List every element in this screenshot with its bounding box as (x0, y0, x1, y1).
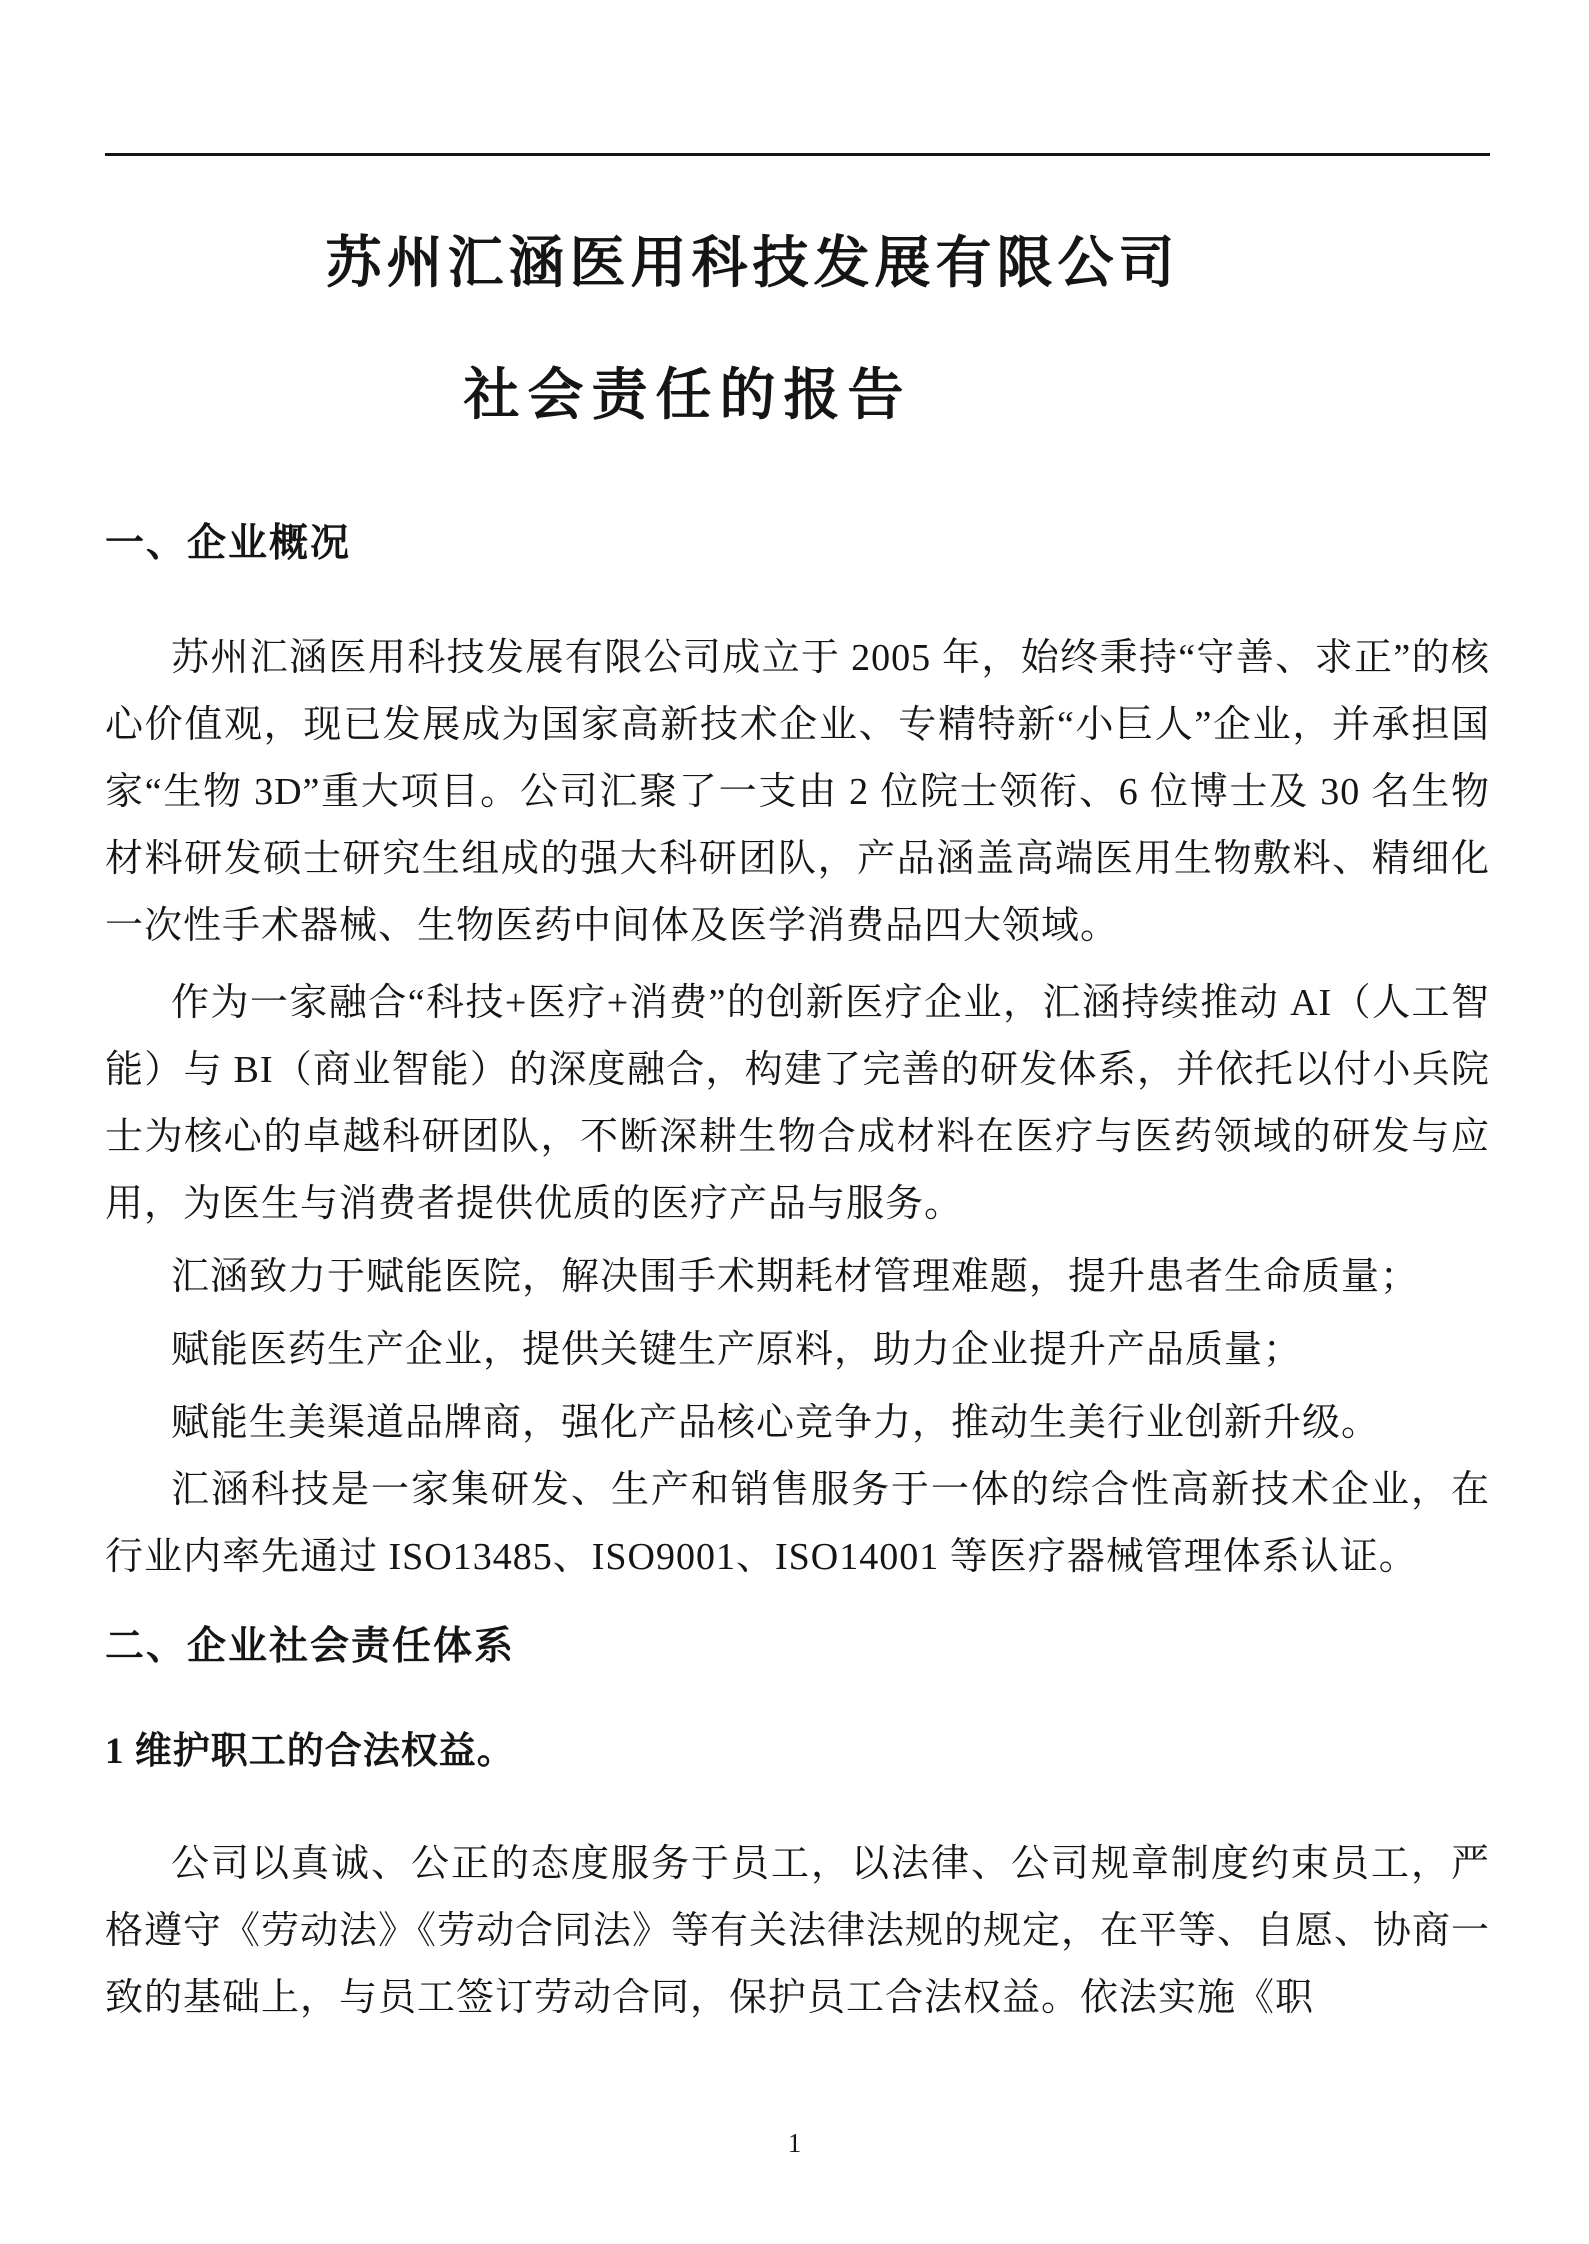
section-2-heading: 二、企业社会责任体系 (105, 1625, 516, 1668)
paragraph-company-overview-2: 作为一家融合“科技+医疗+消费”的创新医疗企业，汇涵持续推动 AI（人工智能）与 BI（商业智能）的深度融合，构建了完善的研发体系，并依托以付小兵院士为核心的卓越科研团队，不断深耕生物合成材料在医疗与医药领域的研发与应用，为医生与消费者提供优质的医疗产品与服务。 (105, 982, 1490, 1225)
document-title: 苏州汇涵医用科技发展有限公司 (325, 233, 1180, 295)
paragraph-company-overview-1: 苏州汇涵医用科技发展有限公司成立于 2005 年，始终秉持“守善、求正”的核心价值观，现已发展成为国家高新技术企业、专精特新“小巨人”企业，并承担国家“生物 3D”重大项目。公司汇聚了一支由 2 位院士领衔、6 位博士及 30 名生物材料研发硕士研究生组成的强大科研团队，产品涵盖高端医用生物敷料、精细化一次性手术器械、生物医药中间体及医学消费品四大领域。 (105, 637, 1490, 947)
document-subtitle: 社会责任的报告 (463, 365, 912, 427)
paragraph-empower-pharma: 赋能医药生产企业，提供关键生产原料，助力企业提升产品质量； (171, 1329, 1303, 1371)
document-content (0, 153, 1589, 2032)
subsection-1-heading: 1 维护职工的合法权益。 (105, 1731, 515, 1772)
paragraph-employee-rights: 公司以真诚、公正的态度服务于员工，以法律、公司规章制度约束员工，严格遵守《劳动法》《劳动合同法》等有关法律法规的规定，在平等、自愿、协商一致的基础上，与员工签订劳动合同，保护员工合法权益。依法实施《职 (105, 1843, 1491, 2019)
header-rule (105, 153, 1490, 156)
section-1-heading: 一、企业概况 (105, 522, 352, 565)
paragraph-empower-beauty-brands: 赋能生美渠道品牌商，强化产品核心竞争力，推动生美行业创新升级。 (171, 1402, 1381, 1444)
paragraph-certifications: 汇涵科技是一家集研发、生产和销售服务于一体的综合性高新技术企业，在行业内率先通过 ISO13485、ISO9001、ISO14001 等医疗器械管理体系认证。 (105, 1469, 1490, 1578)
paragraph-empower-hospitals: 汇涵致力于赋能医院，解决围手术期耗材管理难题，提升患者生命质量； (171, 1256, 1420, 1298)
page-number: 1 (787, 2128, 802, 2158)
